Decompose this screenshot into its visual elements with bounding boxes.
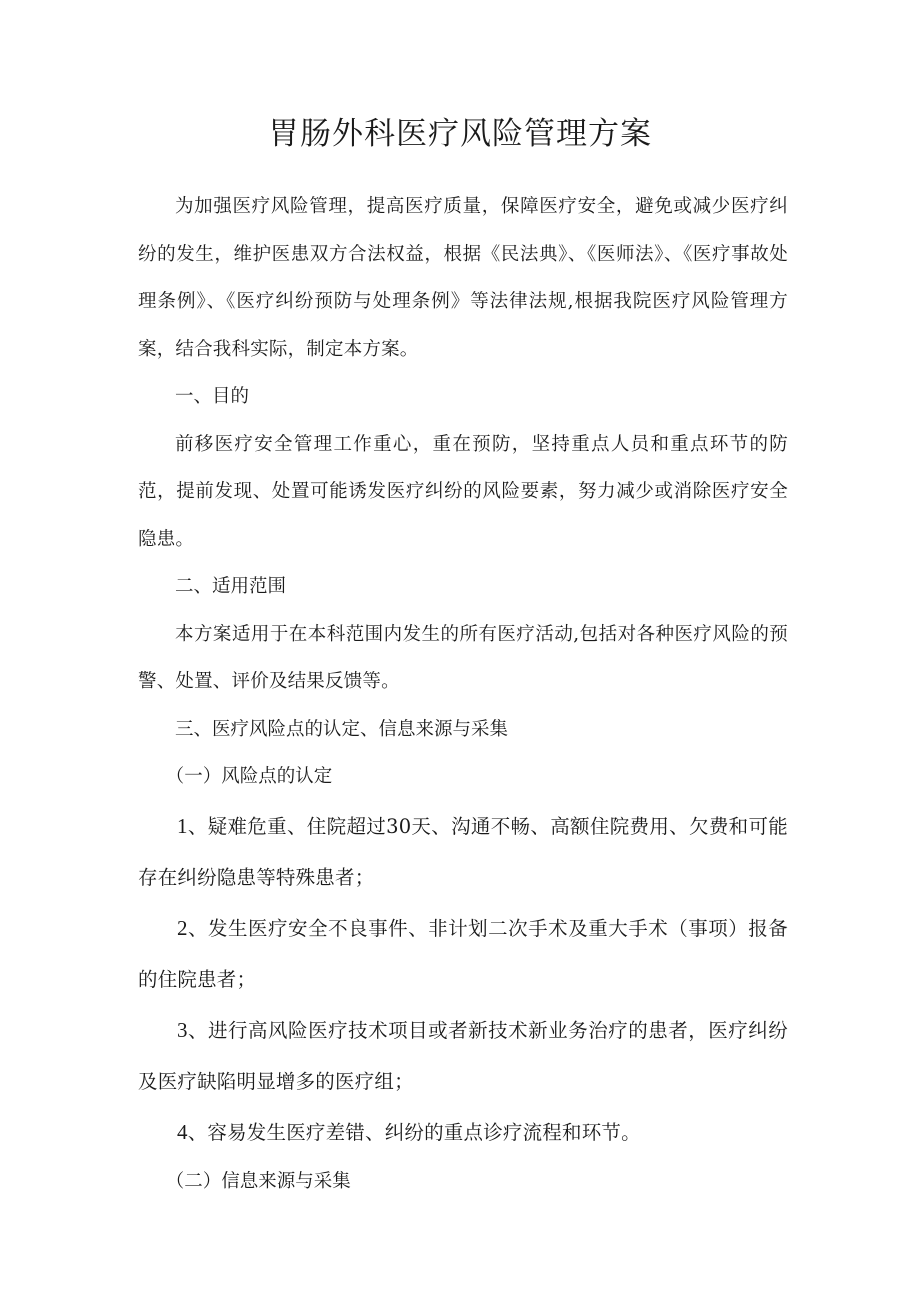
list-item-number: 2 [177, 915, 188, 940]
list-item [138, 903, 788, 1005]
list-item [138, 1107, 788, 1158]
subheading-info-sources: （二）信息来源与采集 [165, 1170, 351, 1192]
list-item-number: 4 [177, 1119, 188, 1144]
section-text-purpose: 前移医疗安全管理工作重心，重在预防，坚持重点人员和重点环节的防范，提前发现、处置可能诱发医疗纠纷的风险要素，努力减少或消除医疗安全隐患。 [138, 433, 788, 550]
subheading-risk-identification: （一）风险点的认定 [165, 766, 333, 787]
list-item-number: 1 [177, 813, 188, 838]
section-text-scope: 本方案适用于在本科范围内发生的所有医疗活动,包括对各种医疗风险的预警、处置、评价及结果反馈等。 [138, 623, 788, 692]
intro-paragraph: 为加强医疗风险管理，提高医疗质量，保障医疗安全，避免或减少医疗纠纷的发生，维护医患双方合法权益，根据《民法典》、《医师法》、《医疗事故处理条例》、《医疗纠纷预防与处理条例》等法律法规,根据我院医疗风险管理方案，结合我科实际，制定本方案。 [138, 196, 788, 360]
list-item-text: 、疑难危重、住院超过30天、沟通不畅、高额住院费用、欠费和可能存在纠纷隐患等特殊患者； [138, 814, 788, 889]
list-item [138, 1005, 788, 1107]
list-item-text: 、进行高风险医疗技术项目或者新技术新业务治疗的患者，医疗纠纷及医疗缺陷明显增多的医疗组； [138, 1018, 788, 1093]
list-item-text: 、发生医疗安全不良事件、非计划二次手术及重大手术（事项）报备的住院患者； [138, 916, 788, 991]
section-heading-risk-points: 三、医疗风险点的认定、信息来源与采集 [175, 718, 509, 740]
list-item-number: 3 [177, 1017, 188, 1042]
document-body [138, 183, 788, 1205]
list-item-text: 、容易发生医疗差错、纠纷的重点诊疗流程和环节。 [187, 1120, 641, 1144]
list-item [138, 801, 788, 903]
section-heading-scope: 二、适用范围 [175, 576, 287, 597]
document-title: 胃肠外科医疗风险管理方案 [268, 116, 652, 152]
section-heading-purpose: 一、目的 [175, 386, 250, 407]
